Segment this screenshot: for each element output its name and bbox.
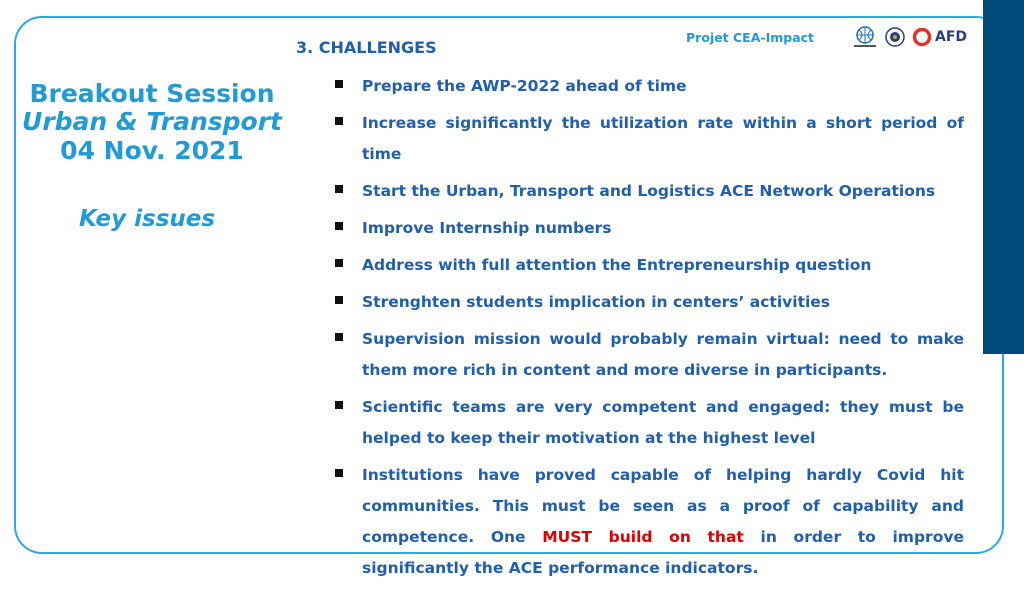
right-accent-bar	[983, 0, 1024, 354]
list-item: Supervision mission would probably remain virtual: need to make them more rich in content and more diverse in participants.	[334, 324, 964, 386]
section-title: 3. CHALLENGES	[296, 38, 437, 57]
list-item: Address with full attention the Entrepreneurship question	[334, 250, 964, 281]
session-topic: Urban & Transport	[22, 107, 282, 136]
list-item: Improve Internship numbers	[334, 213, 964, 244]
world-bank-logo-icon	[852, 26, 878, 48]
session-title: Breakout Session	[29, 79, 275, 108]
list-item: Strenghten students implication in centers’ activities	[334, 287, 964, 318]
afd-logo-text: AFD	[935, 29, 968, 45]
last-bullet-tail: in order to improve significantly the ACE performance indicators.	[362, 528, 964, 577]
session-date: 04 Nov. 2021	[60, 136, 244, 165]
list-item: Prepare the AWP-2022 ahead of time	[334, 71, 964, 102]
afd-ring-icon	[912, 27, 932, 47]
key-issues-label: Key issues	[78, 206, 216, 232]
highlight-text: MUST build on that	[542, 528, 744, 546]
challenges-list	[334, 71, 964, 590]
list-item: Scientific teams are very competent and engaged: they must be helped to keep their motivation at the highest level	[334, 392, 964, 454]
list-item-last	[334, 460, 964, 584]
list-item: Start the Urban, Transport and Logistics ACE Network Operations	[334, 176, 964, 207]
list-item: Increase significantly the utilization rate within a short period of time	[334, 108, 964, 170]
seal-logo-icon	[885, 27, 905, 47]
session-info	[22, 80, 282, 232]
partner-logos	[852, 26, 967, 48]
project-label: Projet CEA-Impact	[686, 30, 815, 45]
afd-logo	[912, 27, 967, 47]
last-bullet-text: Institutions have proved capable of helping hardly Covid hit communities. This must be seen as a proof of capability and competence. One	[362, 466, 964, 546]
